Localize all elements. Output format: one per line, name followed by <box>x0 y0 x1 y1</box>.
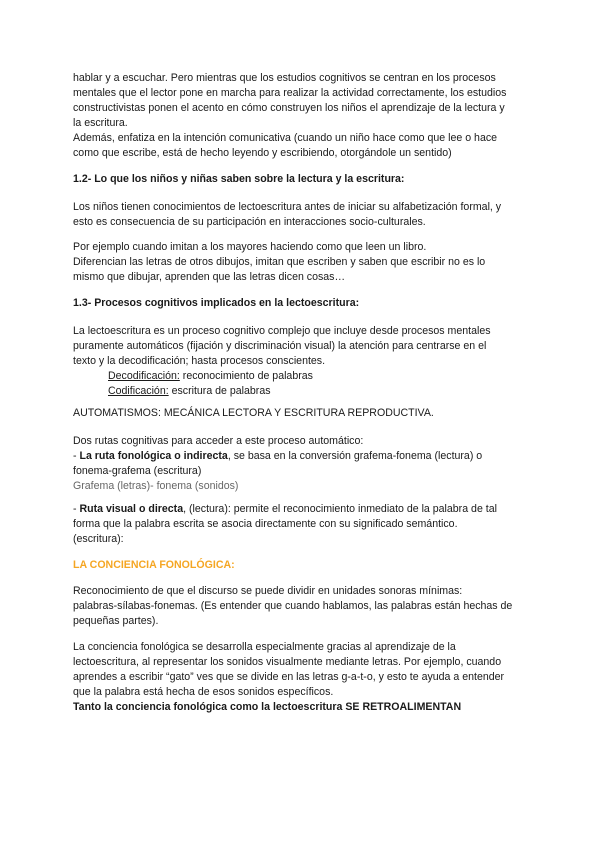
text-line: palabras-sílabas-fonemas. (Es entender que cuando hablamos, las palabras están hechas de <box>73 600 513 612</box>
ruta-visual-line: - Ruta visual o directa, (lectura): permite el reconocimiento inmediato de la palabra de tal <box>73 503 497 515</box>
paragraph-phonological-definition <box>73 584 528 629</box>
text-line: texto y la decodificación; hasta procesos conscientes. <box>73 355 326 367</box>
text-line: lectoescritura, al representar los sonidos visualmente mediante letras. Por ejemplo, cuando <box>73 656 502 668</box>
paragraph-cognitive-process <box>73 324 528 399</box>
text-line: esto es consecuencia de su participación en interacciones socio-culturales. <box>73 216 426 228</box>
paragraph-ruta-visual <box>73 502 528 547</box>
text-line: La conciencia fonológica se desarrolla especialmente gracias al aprendizaje de la <box>73 641 456 653</box>
text-line: Además, enfatiza en la intención comunicativa (cuando un niño hace como que lee o hace <box>73 132 498 144</box>
text-line: Reconocimiento de que el discurso se puede dividir en unidades sonoras mínimas: <box>73 585 463 597</box>
text-line: (escritura): <box>73 533 124 545</box>
paragraph-cognitive-routes <box>73 434 528 494</box>
text-line: Los niños tienen conocimientos de lectoescritura antes de iniciar su alfabetización formal, y <box>73 201 502 213</box>
conciencia-fonologica-heading: LA CONCIENCIA FONOLÓGICA: <box>73 559 235 571</box>
decodificacion-line: Decodificación: reconocimiento de palabras <box>108 370 313 382</box>
text-line: Diferencian las letras de otros dibujos, imitan que escriben y saben que escribir no es lo <box>73 256 486 268</box>
text-line: forma que la palabra escrita se asocia directamente con su significado semántico. <box>73 518 458 530</box>
text-line: mismo que dibujar, aprenden que las letras dicen cosas… <box>73 271 346 283</box>
text-line: mentales que el lector pone en marcha para realizar la actividad correctamente, los estudios <box>73 87 507 99</box>
retroalimentan-statement: Tanto la conciencia fonológica como la lectoescritura SE RETROALIMENTAN <box>73 701 462 713</box>
text-line: fonema-grafema (escritura) <box>73 465 202 477</box>
text-line: pequeñas partes). <box>73 615 159 627</box>
text-line: aprendes a escribir “gato” ves que se divide en las letras g-a-t-o, y esto te ayuda a entender <box>73 671 505 683</box>
paragraph-cognitive-studies <box>73 71 528 161</box>
codificacion-line: Codificación: escritura de palabras <box>108 385 271 397</box>
text-line: que la palabra está hecha de esos sonidos específicos. <box>73 686 334 698</box>
grafema-fonema-note: Grafema (letras)- fonema (sonidos) <box>73 480 239 492</box>
section-heading-1-2: 1.2- Lo que los niños y niñas saben sobre la lectura y la escritura: <box>73 173 405 185</box>
section-heading-1-3: 1.3- Procesos cognitivos implicados en la lectoescritura: <box>73 297 360 309</box>
text-line: hablar y a escuchar. Pero mientras que los estudios cognitivos se centran en los procesos <box>73 72 496 84</box>
paragraph-phonological-development <box>73 640 528 715</box>
text-line: puramente automáticos (fijación y discriminación visual) la atención para centrarse en el <box>73 340 487 352</box>
text-line: Por ejemplo cuando imitan a los mayores haciendo como que leen un libro. <box>73 241 427 253</box>
text-line: La lectoescritura es un proceso cognitivo complejo que incluye desde procesos mentales <box>73 325 491 337</box>
paragraph-examples <box>73 240 528 285</box>
text-line: como que escribe, está de hecho leyendo y escribiendo, otorgándole un sentido) <box>73 147 452 159</box>
automatismos-heading: AUTOMATISMOS: MECÁNICA LECTORA Y ESCRITURA REPRODUCTIVA. <box>73 407 434 419</box>
text-line: Dos rutas cognitivas para acceder a este proceso automático: <box>73 435 364 447</box>
text-line: constructivistas ponen el acento en cómo construyen los niños el aprendizaje de la lectura y <box>73 102 505 114</box>
ruta-fonologica-line: - La ruta fonológica o indirecta, se basa en la conversión grafema-fonema (lectura) o <box>73 450 483 462</box>
paragraph-prior-knowledge <box>73 200 528 230</box>
text-line: la escritura. <box>73 117 128 129</box>
